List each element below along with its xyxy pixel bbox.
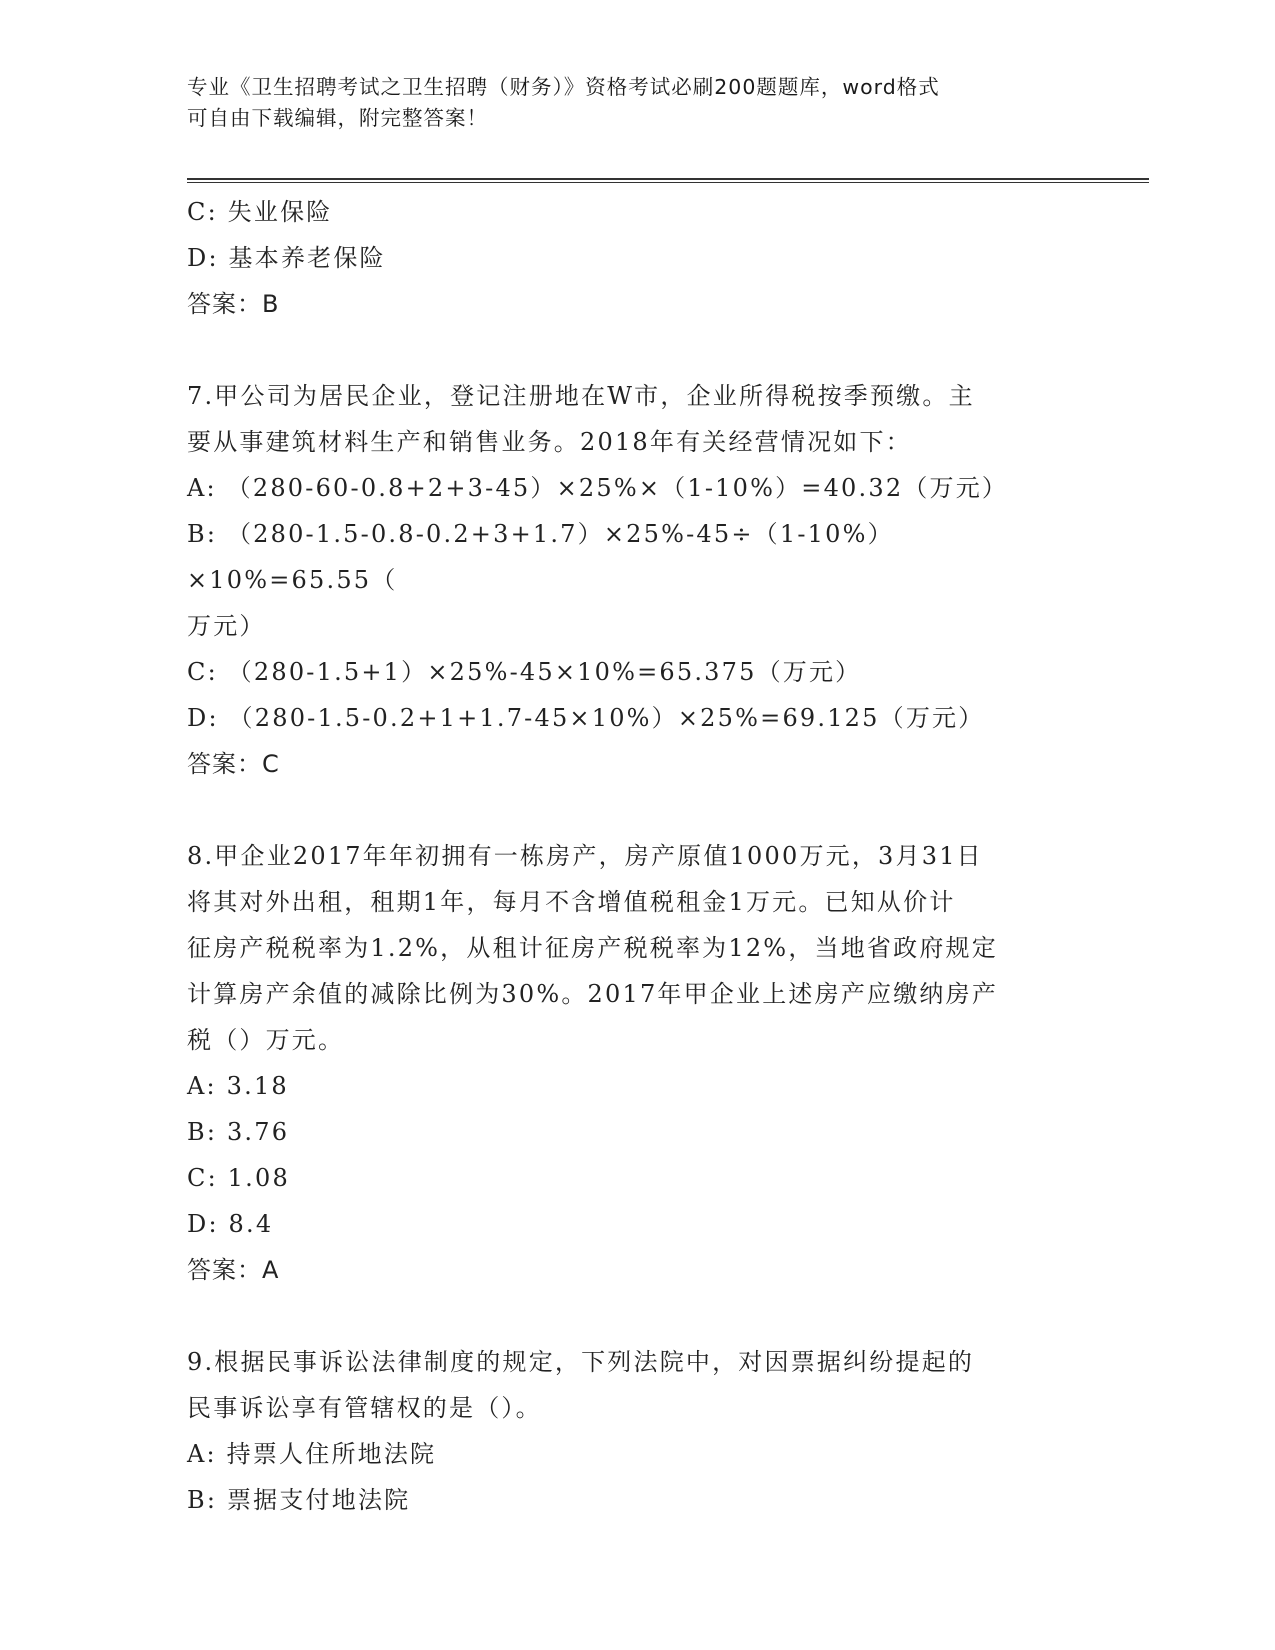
header-rule-thick [187,178,1149,180]
q7-option-b-line-1: B: （280-1.5-0.8-0.2+3+1.7）×25%-45÷（1-10%）×10%=65.55（ [187,520,894,594]
q9-stem-line-2: 民事诉讼享有管辖权的是（）。 [187,1394,542,1422]
q6-answer: 答案：B [187,290,280,318]
q8-stem-line-4: 计算房产余值的减除比例为30%。2017年甲企业上述房产应缴纳房产 [187,980,999,1008]
q8-option-b: B: 3.76 [187,1118,290,1146]
question-9 [187,1339,1067,1523]
question-6 [187,189,1067,327]
q7-answer: 答案：C [187,750,280,778]
spacer [187,787,1067,833]
question-7 [187,373,1067,787]
q7-stem-line-1: 7.甲公司为居民企业，登记注册地在W市，企业所得税按季预缴。主 [187,382,975,410]
q9-option-a: A: 持票人住所地法院 [187,1440,437,1468]
q8-stem-line-1: 8.甲企业2017年年初拥有一栋房产，房产原值1000万元，3月31日 [187,842,983,870]
header-line-1: 专业《卫生招聘考试之卫生招聘（财务）》资格考试必刷200题题库，word格式 [187,75,940,99]
q8-stem-line-2: 将其对外出租，租期1年，每月不含增值税租金1万元。已知从价计 [187,888,956,916]
header-line-2: 可自由下载编辑，附完整答案！ [187,106,488,130]
q7-option-a: A: （280-60-0.8+2+3-45）×25%×（1-10%）=40.32（万元） [187,474,1009,502]
header-rule-thin [187,182,1149,183]
q6-option-c: C: 失业保险 [187,198,333,226]
spacer [187,1293,1067,1339]
q8-option-a: A: 3.18 [187,1072,289,1100]
document-header [187,72,1067,134]
q6-option-d: D: 基本养老保险 [187,244,386,272]
q9-stem-line-1: 9.根据民事诉讼法律制度的规定，下列法院中，对因票据纠纷提起的 [187,1348,975,1376]
question-8 [187,833,1067,1293]
q7-option-b-line-2: 万元） [187,612,266,640]
q9-option-b: B: 票据支付地法院 [187,1486,411,1514]
q8-answer: 答案：A [187,1256,280,1284]
spacer [187,327,1067,373]
q8-stem-line-5: 税（）万元。 [187,1026,345,1054]
q7-option-d: D: （280-1.5-0.2+1+1.7-45×10%）×25%=69.125（万元） [187,704,985,732]
q7-option-c: C: （280-1.5+1）×25%-45×10%=65.375（万元） [187,658,862,686]
q7-stem-line-2: 要从事建筑材料生产和销售业务。2018年有关经营情况如下： [187,428,912,456]
document-body [187,189,1067,1523]
q8-option-c: C: 1.08 [187,1164,290,1192]
q8-option-d: D: 8.4 [187,1210,274,1238]
q8-stem-line-3: 征房产税税率为1.2%，从租计征房产税税率为12%，当地省政府规定 [187,934,998,962]
